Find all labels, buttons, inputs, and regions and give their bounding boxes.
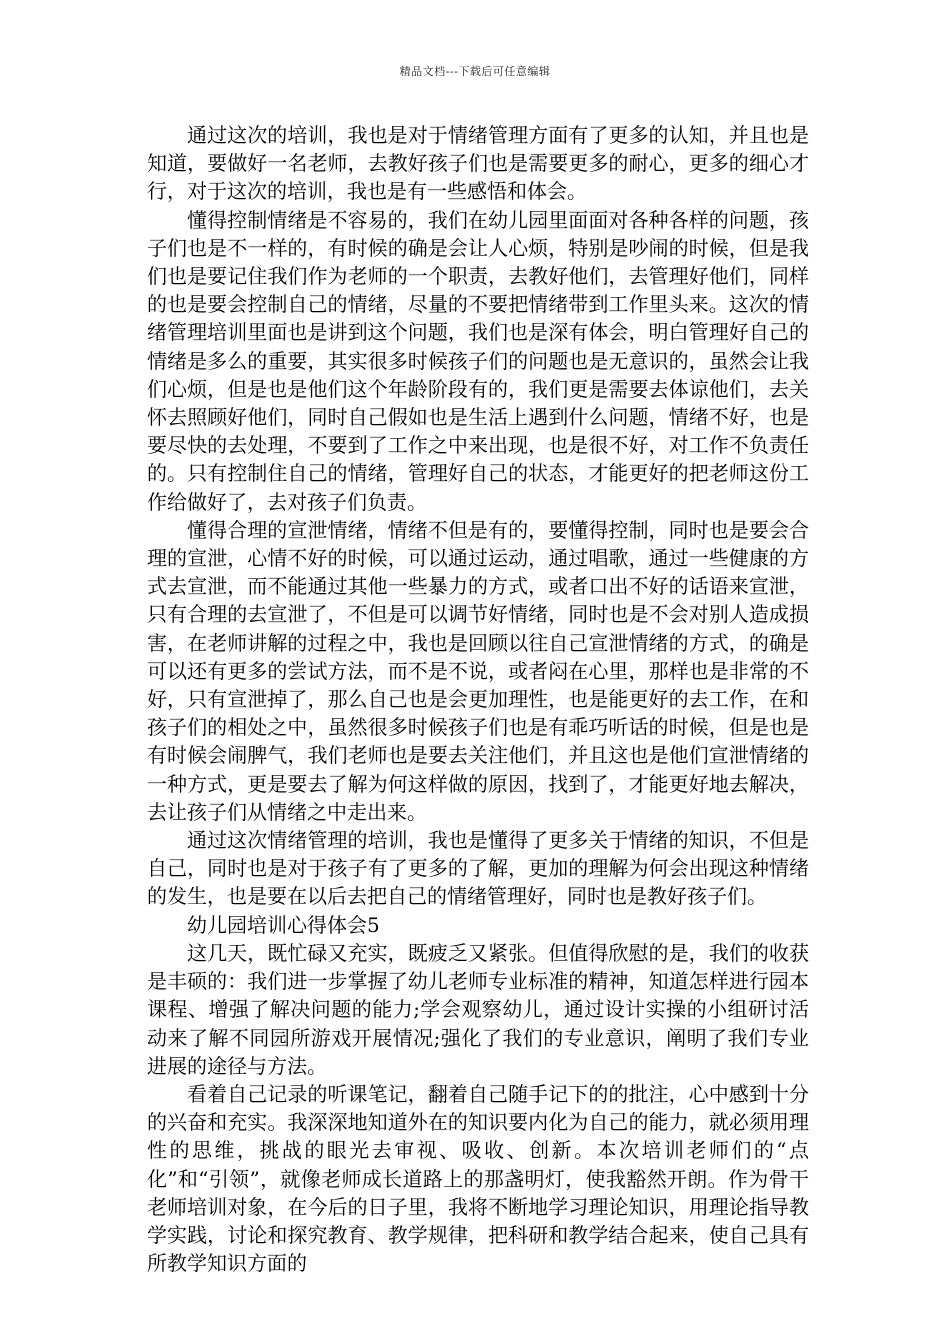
paragraph: 看着自己记录的听课笔记，翻着自己随手记下的的批注，心中感到十分的兴奋和充实。我深深地知道外在的知识要内化为自己的能力，就必须用理性的思维，挑战的眼光去审视、吸收、创新。本次培训老师们的“点化”和“引领”，就像老师成长道路上的那盏明灯，使我豁然开朗。作为骨干老师培训对象，在今后的日子里，我将不断地学习理论知识，用理论指导教学实践，讨论和探究教育、教学规律，把科研和教学结合起来，使自己具有所教学知识方面的 bbox=[147, 1081, 809, 1276]
section-title: 幼儿园培训心得体会5 bbox=[187, 912, 380, 937]
page-header: 精品文档---下载后可任意编辑 bbox=[399, 65, 551, 78]
paragraph: 通过这次的培训，我也是对于情绪管理方面有了更多的认知，并且也是知道，要做好一名老师，去教好孩子们也是需要更多的耐心，更多的细心才行，对于这次的培训，我也是有一些感悟和体会。 bbox=[147, 123, 809, 204]
paragraph: 懂得控制情绪是不容易的，我们在幼儿园里面面对各种各样的问题，孩子们也是不一样的，有时候的确是会让人心烦，特别是吵闹的时候，但是我们也是要记住我们作为老师的一个职责，去教好他们，去管理好他们，同样的也是要会控制自己的情绪，尽量的不要把情绪带到工作里头来。这次的情绪管理培训里面也是讲到这个问题，我们也是深有体会，明白管理好自己的情绪是多么的重要，其实很多时候孩子们的问题也是无意识的，虽然会让我们心烦，但是也是他们这个年龄阶段有的，我们更是需要去体谅他们，去关怀去照顾好他们，同时自己假如也是生活上遇到什么问题，情绪不好，也是要尽快的去处理，不要到了工作之中来出现，也是很不好，对工作不负责任的。只有控制住自己的情绪，管理好自己的状态，才能更好的把老师这份工作给做好了，去对孩子们负责。 bbox=[147, 207, 809, 514]
paragraph: 通过这次情绪管理的培训，我也是懂得了更多关于情绪的知识，不但是自己，同时也是对于孩子有了更多的了解，更加的理解为何会出现这种情绪的发生，也是要在以后去把自己的情绪管理好，同时也是教好孩子们。 bbox=[147, 828, 809, 909]
paragraph: 这几天，既忙碌又充实，既疲乏又紧张。但值得欣慰的是，我们的收获是丰硕的：我们进一步掌握了幼儿老师专业标准的精神，知道怎样进行园本课程、增强了解决问题的能力;学会观察幼儿，通过设计实操的小组研讨活动来了解不同园所游戏开展情况;强化了我们的专业意识，阐明了我们专业进展的途径与方法。 bbox=[147, 940, 809, 1078]
document-body bbox=[147, 121, 809, 1277]
paragraph: 懂得合理的宣泄情绪，情绪不但是有的，要懂得控制，同时也是要会合理的宣泄，心情不好的时候，可以通过运动，通过唱歌，通过一些健康的方式去宣泄，而不能通过其他一些暴力的方式，或者口出不好的话语来宣泄，只有合理的去宣泄了，不但是可以调节好情绪，同时也是不会对别人造成损害，在老师讲解的过程之中，我也是回顾以往自己宣泄情绪的方式，的确是可以还有更多的尝试方法，而不是不说，或者闷在心里，那样也是非常的不好，只有宣泄掉了，那么自己也是会更加理性，也是能更好的去工作，在和孩子们的相处之中，虽然很多时候孩子们也是有乖巧听话的时候，但是也是有时候会闹脾气，我们老师也是要去关注他们，并且这也是他们宣泄情绪的一种方式，更是要去了解为何这样做的原因，找到了，才能更好地去解决，去让孩子们从情绪之中走出来。 bbox=[147, 517, 809, 824]
